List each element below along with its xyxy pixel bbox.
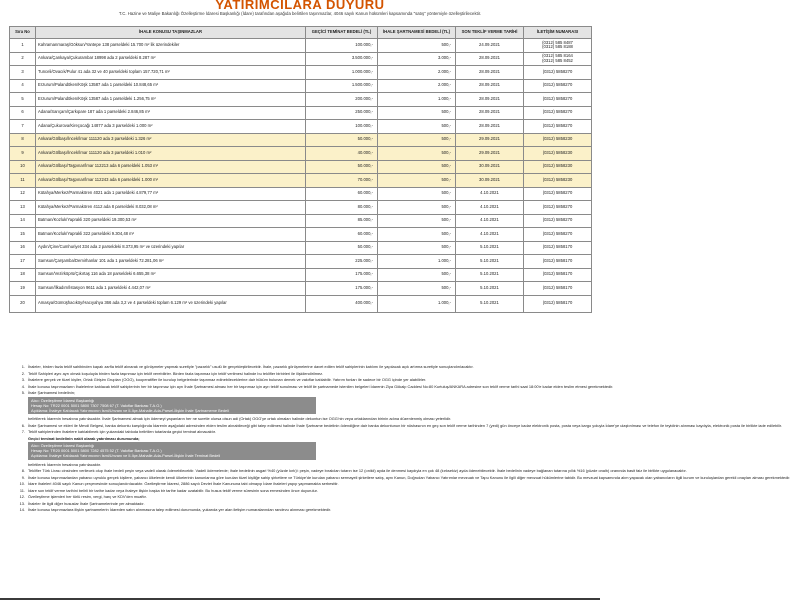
note-text: İhale Şartnamesi ve ekleri ile Mevdi Belgesi, banka dekontu karşılığında İdarenin aşağıdaki adresinden elden teslim alınabileceği gibi talep edilmesi halinde İhale Şartname bedelinin ödendiğine dair banka dekontunun bir nüshasının en geç son teklif verme tarihinden 7 (yedi) gün önceye kadar elektronik posta, posta veya kargo yoluyla İdare'ye ulaştırılması ve telefon ile teyidinin alınması kaydıyla, elektronik posta ile birlikte iade edilebilir. xyxy=(28,422,783,428)
property-description: Batman/Kozluk/Yaprakli 320 parseldeki 19.300,53 m² xyxy=(36,214,306,228)
note-item xyxy=(15,462,587,467)
col-header-spec-fee: İHALE ŞARTNAMESİ BEDELİ (TL) xyxy=(378,27,456,39)
deadline-date: 5.10.2021 xyxy=(456,255,524,269)
note-number: 8. xyxy=(21,468,25,474)
col-header-property: İHALE KONUSU TAŞINMAZLAR xyxy=(36,27,306,39)
note-text: Teklif sahiplerinden ihalelere katılabilmek için yukarıdaki tabloda belirtilen tutarlarda geçici teminat alınacaktır. xyxy=(28,429,216,435)
note-item xyxy=(15,507,587,512)
note-item xyxy=(15,416,587,421)
note-text: İhale Şartnamesi bedelinin; xyxy=(28,390,75,395)
deadline-date: 29.09.2021 xyxy=(456,147,524,161)
note-item xyxy=(15,468,687,474)
spec-fee: 500,- xyxy=(378,228,456,242)
bank-holder: Alıcı: Özelleştirme İdaresi Başkanlığı xyxy=(31,397,95,403)
note-number: 7. xyxy=(21,429,25,435)
row-number: 16 xyxy=(10,241,36,255)
table-row xyxy=(10,93,592,107)
table-row xyxy=(10,52,592,66)
property-description: Adana/Sarıçam/Çarkıpare 187 ada 1 parseldeki 2.846,85 m² xyxy=(36,106,306,120)
note-item xyxy=(15,364,587,369)
row-number: 6 xyxy=(10,106,36,120)
guarantee-amount: 400.000,- xyxy=(306,295,378,312)
note-number: 13. xyxy=(19,500,25,506)
note-text: İhale konusu taşınmazların İhalelerine katılacak teklif sahiplerinin her bir taşınmaz için ayrı İhale Şartnamesi alması her bir taşınmaz için ayrı teklif sunulması ve teklif ile şartnamede istenilen belgeleri İdarenin Ziya Gökalp Caddesi No:80 Kurtuluş/ANKARA adresine son teklif verme tarihi saat 18:00'e kadar elden teslim etmesi gerekmektedir. xyxy=(28,383,614,389)
note-number: 2. xyxy=(21,370,25,376)
bank-holder: Alıcı: Özelleştirme İdaresi Başkanlığı xyxy=(31,443,95,449)
table-row xyxy=(10,106,592,120)
contact-phone: (0312) 5858270 xyxy=(524,187,592,201)
row-number: 3 xyxy=(10,66,36,80)
row-number: 13 xyxy=(10,201,36,215)
contact-phone: (0312) 5858270 xyxy=(524,120,592,134)
contact-phone: (0312) 5858170 xyxy=(524,255,592,269)
contact-phone: (0312) 585 8164 (0312) 585 8452 xyxy=(524,52,592,66)
deadline-date: 28.09.2021 xyxy=(456,93,524,107)
note-number: 3. xyxy=(21,377,25,382)
note-item xyxy=(15,494,587,499)
row-number: 20 xyxy=(10,295,36,312)
spec-fee: 500,- xyxy=(378,39,456,53)
table-row xyxy=(10,268,592,282)
spec-fee: 1.000,- xyxy=(378,295,456,312)
spec-fee: 500,- xyxy=(378,282,456,296)
spec-fee: 3.000,- xyxy=(378,52,456,66)
spec-fee: 500,- xyxy=(378,187,456,201)
guarantee-amount: 100.000,- xyxy=(306,120,378,134)
table-header-row xyxy=(10,27,592,39)
contact-phone: (0312) 5858230 xyxy=(524,160,592,174)
table-row xyxy=(10,160,592,174)
table-row xyxy=(10,214,592,228)
deadline-date: 24.09.2021 xyxy=(456,39,524,53)
guarantee-amount: 225.000,- xyxy=(306,255,378,269)
col-header-contact: İLETİŞİM NUMARASI xyxy=(524,27,592,39)
deadline-date: 30.09.2021 xyxy=(456,174,524,188)
table-row xyxy=(10,241,592,255)
col-header-deadline: SON TEKLİF VERME TARİHİ xyxy=(456,27,524,39)
deadline-date: 4.10.2021 xyxy=(456,228,524,242)
spec-fee: 500,- xyxy=(378,214,456,228)
contact-phone: (0312) 5858270 xyxy=(524,66,592,80)
contact-phone: (0312) 5858230 xyxy=(524,147,592,161)
table-row xyxy=(10,228,592,242)
property-description: Erzurum/Palandöken/Köşk 13587 ada 1 parseldeki 10.848,65 m² xyxy=(36,79,306,93)
note-number: 14. xyxy=(19,507,25,513)
intro-text: T.C. Hazine ve Maliye Bakanlığı Özelleştirme İdaresi Başkanlığı (İdare) tarafından aşağıda belirtilen taşınmazlar, 4046 sayılı Kanun hükümleri kapsamında "satış" yöntemiyle özelleştirilecektir. xyxy=(118,11,482,16)
deadline-date: 4.10.2021 xyxy=(456,201,524,215)
note-text: İhaleler ile ilgili diğer hususlar İhale Şartnamelerinde yer almaktadır. xyxy=(28,500,145,506)
guarantee-amount: 50.000,- xyxy=(306,133,378,147)
contact-phone: (0312) 585 8487 (0312) 585 8188 xyxy=(524,39,592,53)
contact-phone: (0312) 5858230 xyxy=(524,133,592,147)
spec-fee: 500,- xyxy=(378,133,456,147)
note-item xyxy=(15,501,587,506)
guarantee-amount: 70.000,- xyxy=(306,174,378,188)
contact-phone: (0312) 5858270 xyxy=(524,214,592,228)
note-item xyxy=(15,377,587,382)
note-number: 11. xyxy=(19,487,25,493)
contact-phone: (0312) 5858270 xyxy=(524,201,592,215)
spec-fee: 1.000,- xyxy=(378,255,456,269)
guarantee-amount: 1.500.000,- xyxy=(306,79,378,93)
bank-iban: Hesap No: TR22 0001 5001 5800 7307 7508 67 (T. Vakıflar Bankası T.A.O.) xyxy=(31,402,162,408)
note-number: 5. xyxy=(21,390,25,395)
guarantee-amount: 1.000.000,- xyxy=(306,66,378,80)
property-description: Amasya/Gümüşhacıköy/Hacıyahya 366 ada 3,2 ve 4 parseldeki toplam 6.129 m² ve üzerindeki yapılar xyxy=(36,295,306,312)
guarantee-amount: 3.500.000,- xyxy=(306,52,378,66)
deadline-date: 5.10.2021 xyxy=(456,241,524,255)
guarantee-amount: 80.000,- xyxy=(306,201,378,215)
property-description: Kütahya/Merkez/Parmakören 4112 ada 8 parseldeki 8.032,08 m² xyxy=(36,201,306,215)
guarantee-amount: 40.000,- xyxy=(306,147,378,161)
table-row xyxy=(10,282,592,296)
contact-phone: (0312) 5858170 xyxy=(524,241,592,255)
spec-fee: 500,- xyxy=(378,201,456,215)
note-text: İdare son teklif verme tarihini belirli bir tarihe kadar veya ihaleye ilişkin başka bir tarihe kadar uzatabilir. Bu husus teklif verme süresinin sona ermesinden önce duyurulur. xyxy=(28,487,318,493)
row-number: 8 xyxy=(10,133,36,147)
spec-fee: 500,- xyxy=(378,174,456,188)
guarantee-amount: 100.000,- xyxy=(306,39,378,53)
note-number: 6. xyxy=(21,422,25,428)
bank-box-spec xyxy=(28,397,316,415)
note-text: belirtilerek İdarenin hesabına yatırılacaktır. İhale Şartnamesi almak için ödemeyi yapanların her ne suretle olursa olsun adi (Ortak) OGG'ye ortak olmaları halinde dekontun ise OGG'nin veya ortaklarından birinin adına düzenlenmiş olması yeterlidir. xyxy=(28,416,452,422)
bank-box-guarantee xyxy=(28,442,316,460)
property-description: Samsun/Çarşamba/Demirhanlar 101 ada 1 parseldeki 72.281,06 m² xyxy=(36,255,306,269)
row-number: 19 xyxy=(10,282,36,296)
guarantee-amount: 60.000,- xyxy=(306,187,378,201)
note-number xyxy=(15,462,28,467)
table-row xyxy=(10,187,592,201)
row-number: 9 xyxy=(10,147,36,161)
note-number: 9. xyxy=(21,474,25,480)
table-row xyxy=(10,66,592,80)
row-number: 17 xyxy=(10,255,36,269)
table-row xyxy=(10,174,592,188)
property-description: Erzurum/Palandöken/Köşk 13587 ada 1 parseldeki 1.256,75 m² xyxy=(36,93,306,107)
row-number: 12 xyxy=(10,187,36,201)
note-text: belirtilerek İdarenin hesabına yatırılacaktır. xyxy=(28,461,102,467)
bank-iban: Hesap No: TR20 0001 5001 5800 7282 4575 52 (T. Vakıflar Bankası T.A.O.) xyxy=(31,448,162,454)
deadline-date: 5.10.2021 xyxy=(456,282,524,296)
deadline-date: 4.10.2021 xyxy=(456,214,524,228)
property-description: Adana/Çukurova/Kireçocağı 14877 ada 3 parseldeki 1.000 m² xyxy=(36,120,306,134)
note-number: 10. xyxy=(19,481,25,487)
note-text: Teklif Sahipleri aynı ayrı olmak koşuluyla birden fazla taşınmaz için teklif verebilirler. Birden fazla taşınmaz için teklif verilmesi halinde bu teklifler birbirleri ile ilişkilendirilmez. xyxy=(28,370,324,376)
contact-phone: (0312) 5858170 xyxy=(524,268,592,282)
contact-phone: (0312) 5858270 xyxy=(524,228,592,242)
contact-phone: (0312) 5858170 xyxy=(524,282,592,296)
deadline-date: 29.09.2021 xyxy=(456,133,524,147)
notes-list-1 xyxy=(15,364,614,395)
spec-fee: 2.000,- xyxy=(378,66,456,80)
property-description: Samsun/Vezirköprü/Çıkırtaş 116 ada 18 parseldeki 6.655,38 m² xyxy=(36,268,306,282)
contact-phone: (0312) 5858170 xyxy=(524,295,592,312)
guarantee-amount: 50.000,- xyxy=(306,241,378,255)
contact-phone: (0312) 5858230 xyxy=(524,174,592,188)
note-item xyxy=(15,383,614,389)
spec-fee: 2.000,- xyxy=(378,79,456,93)
table-row xyxy=(10,295,592,312)
note-text: İhaleler, birden fazla teklif sahibinden kapalı zarfla teklif alınarak ve görüşmeler yapmak suretiyle "pazarlık" usulü ile gerçekleştirilecektir. İhale, pazarlık görüşmelerine davet edilen teklif sahiplerinin katılımı ile yapılacak açık artırma suretiyle sonuçlandırılacaktır. xyxy=(28,364,474,369)
row-number: 5 xyxy=(10,93,36,107)
table-row xyxy=(10,147,592,161)
page-title: YATIRIMCILARA DUYURU xyxy=(215,0,385,12)
note-number: 4. xyxy=(21,383,25,389)
row-number: 14 xyxy=(10,214,36,228)
note-item xyxy=(15,390,587,395)
table-row xyxy=(10,79,592,93)
deadline-date: 28.09.2021 xyxy=(456,106,524,120)
row-number: 1 xyxy=(10,39,36,53)
property-description: Ankara/Gölbaşı/Taşpınar/İmar 112243 ada 6 parseldeki 1.000 m² xyxy=(36,174,306,188)
table-row xyxy=(10,133,592,147)
notes-list-2 xyxy=(15,416,783,435)
note-item xyxy=(15,481,587,486)
note-number xyxy=(15,416,28,421)
contact-phone: (0312) 5858270 xyxy=(524,79,592,93)
spec-fee: 500,- xyxy=(378,241,456,255)
row-number: 10 xyxy=(10,160,36,174)
row-number: 4 xyxy=(10,79,36,93)
notes-list-3 xyxy=(15,461,790,513)
table-row xyxy=(10,39,592,53)
note-text: İdare ihaleleri 4046 sayılı Kanun çerçevesinde sonuçlandırılacaktır. Özelleştirme İdaresi, 2886 sayılı Devlet İhale Kanununa tabi olmayıp İdare ihaleleri yapıp yapmamakta serbesttir. xyxy=(28,481,339,487)
property-description: Ankara/Gölbaşı/İncek/İmar 111120 ada 3 parseldeki 1.010 m² xyxy=(36,147,306,161)
deadline-date: 28.09.2021 xyxy=(456,66,524,80)
note-text: İhale konusu taşınmazlardan yabancı uyruklu gerçek kişilere, yabancı ülkelerde kendi ülkelerinin kanunlarına göre kurulan tüzel kişiliğe sahip şirketlere ve Türkiye'de kurulan yabancı sermayeli şirketlere satış, aynı Kanun, Doğrudan Yabancı Yatırımlar mevzuatı ve Tapu Kanunu ile ilgili diğer mevzuat hükümlerine tabidir. Bu mevzuat kapsamında alım yapacak olan yabancıların ilgili kurum ve kuruluşlardan gerekli onayları alması gerekmektedir. xyxy=(28,474,790,480)
bank-desc: Açıklama: İhaleye Katılacak Yatırımcının İsmi/Unvanı ve İl-İlçe-Mahalle-Ada-Parsel-İlişkin İhale Şartnameme Bedeli xyxy=(31,407,229,413)
contact-phone: (0312) 5858270 xyxy=(524,106,592,120)
row-number: 7 xyxy=(10,120,36,134)
note-item xyxy=(15,422,783,428)
col-header-guarantee: GEÇİCİ TEMİNAT BEDELİ (TL) xyxy=(306,27,378,39)
spec-fee: 500,- xyxy=(378,160,456,174)
guarantee-amount: 200.000,- xyxy=(306,93,378,107)
note-text: Özelleştirme işlemleri her türlü resim, vergi, harç ve KDV'den muaftır. xyxy=(28,494,147,500)
property-description: Tunceli/Ovacık/Pulur 41 ada 32 ve 40 parseldeki toplam 157.720,71 m² xyxy=(36,66,306,80)
table-row xyxy=(10,255,592,269)
deadline-date: 28.09.2021 xyxy=(456,52,524,66)
note-item xyxy=(15,429,587,434)
deadline-date: 4.10.2021 xyxy=(456,187,524,201)
note-item xyxy=(15,474,790,480)
deadline-date: 5.10.2021 xyxy=(456,295,524,312)
note-text: Teklifler Türk Lirası cinsinden verilecek olup ihale bedeli peşin veya vadeli olarak ödenebilecektir. Vadeli ödemelerde; ihale bedelinin asgari %40 (yüzde kırk)'ı peşin, vadeye bırakılan tutarın ise 12 (onikii) ayda ile denmesi kaydıyla en çok 48 (kırksekiz) ayda ödenebilecektir. İhale bedelinin vadeye bağlanan tutarına yıllık %16 (yüzde onaltı) oranında basit faiz ile birlikte uygulanacaktır. xyxy=(28,468,687,474)
guarantee-amount: 85.000,- xyxy=(306,214,378,228)
guarantee-amount: 175.000,- xyxy=(306,268,378,282)
notes-section xyxy=(15,364,790,514)
guarantee-amount: 250.000,- xyxy=(306,106,378,120)
property-description: Aydın/Çine/Cumhuriyet 334 ada 2 parseldeki 8.373,95 m² ve üzerindeki yapılar xyxy=(36,241,306,255)
deadline-date: 28.09.2021 xyxy=(456,79,524,93)
note-item xyxy=(15,371,587,376)
note-text: İhale konusu taşınmazlara ilişkin şartnamelerin İdareden satın alınmasına talep edilmesi durumunda, yukarıda yer alan iletişim numaralarından randevu alınması gerekmektedir. xyxy=(28,507,332,513)
note-number: 1. xyxy=(21,364,25,369)
contact-phone: (0312) 5858270 xyxy=(524,93,592,107)
row-number: 11 xyxy=(10,174,36,188)
properties-table xyxy=(9,26,592,313)
spec-fee: 500,- xyxy=(378,120,456,134)
guarantee-amount: 50.000,- xyxy=(306,160,378,174)
bank-section-title: Geçici teminat bedelinin nakit olarak yatırılması durumunda; xyxy=(28,435,140,441)
note-text: İhalelere gerçek ve tüzel kişiler, Ortak Girişim Grupları (OGG), kooperatifler ile kurulup belgelerinde taşınmaz edinebileceklerine dair hüküm bulunan demek ve vakıflar katılabilir. Yatırım fonları ile sadece bir OGG içinde yer alabilirler. xyxy=(28,377,427,382)
table-body xyxy=(10,39,592,313)
table-row xyxy=(10,201,592,215)
note-item xyxy=(15,488,587,493)
table-row xyxy=(10,120,592,134)
spec-fee: 500,- xyxy=(378,106,456,120)
row-number: 15 xyxy=(10,228,36,242)
property-description: Batman/Kozluk/Yaprakli 322 parseldeki 9.304,48 m² xyxy=(36,228,306,242)
spec-fee: 500,- xyxy=(378,147,456,161)
col-header-no: Sıra No xyxy=(10,27,36,39)
property-description: Ankara/Gölbaşı/Taşpınar/İmar 112213 ada 6 parseldeki 1.053 m² xyxy=(36,160,306,174)
deadline-date: 30.09.2021 xyxy=(456,160,524,174)
note-number: 12. xyxy=(19,494,25,500)
property-description: Ankara/Gölbaşı/İncek/İmar 111120 ada 3 parseldeki 1.326 m² xyxy=(36,133,306,147)
guarantee-amount: 60.000,- xyxy=(306,228,378,242)
property-description: Ankara/Çankaya/Çukurambar 18998 ada 2 parseldeki 8.287 m² xyxy=(36,52,306,66)
deadline-date: 28.09.2021 xyxy=(456,120,524,134)
guarantee-amount: 175.000,- xyxy=(306,282,378,296)
property-description: Samsun/İlkadım/İstasyon 9611 ada 1 parseldeki 4.442,07 m² xyxy=(36,282,306,296)
property-description: Kahramanmaraş/Göksun/Yantepe 138 parseldeki 15.700 m² lik üzerindekiler xyxy=(36,39,306,53)
row-number: 18 xyxy=(10,268,36,282)
property-description: Kütahya/Merkez/Parmakören 4021 ada 1 parseldeki 4.879,77 m² xyxy=(36,187,306,201)
spec-fee: 500,- xyxy=(378,268,456,282)
spec-fee: 1.000,- xyxy=(378,93,456,107)
row-number: 2 xyxy=(10,52,36,66)
deadline-date: 5.10.2021 xyxy=(456,268,524,282)
bank-desc: Açıklama: İhaleye Katılacak Yatırımcının İsmi/Unvanı ve İl-İlçe-Mahalle-Ada-Parsel-İlişkin İhale Teminat Bedeli xyxy=(31,453,221,459)
